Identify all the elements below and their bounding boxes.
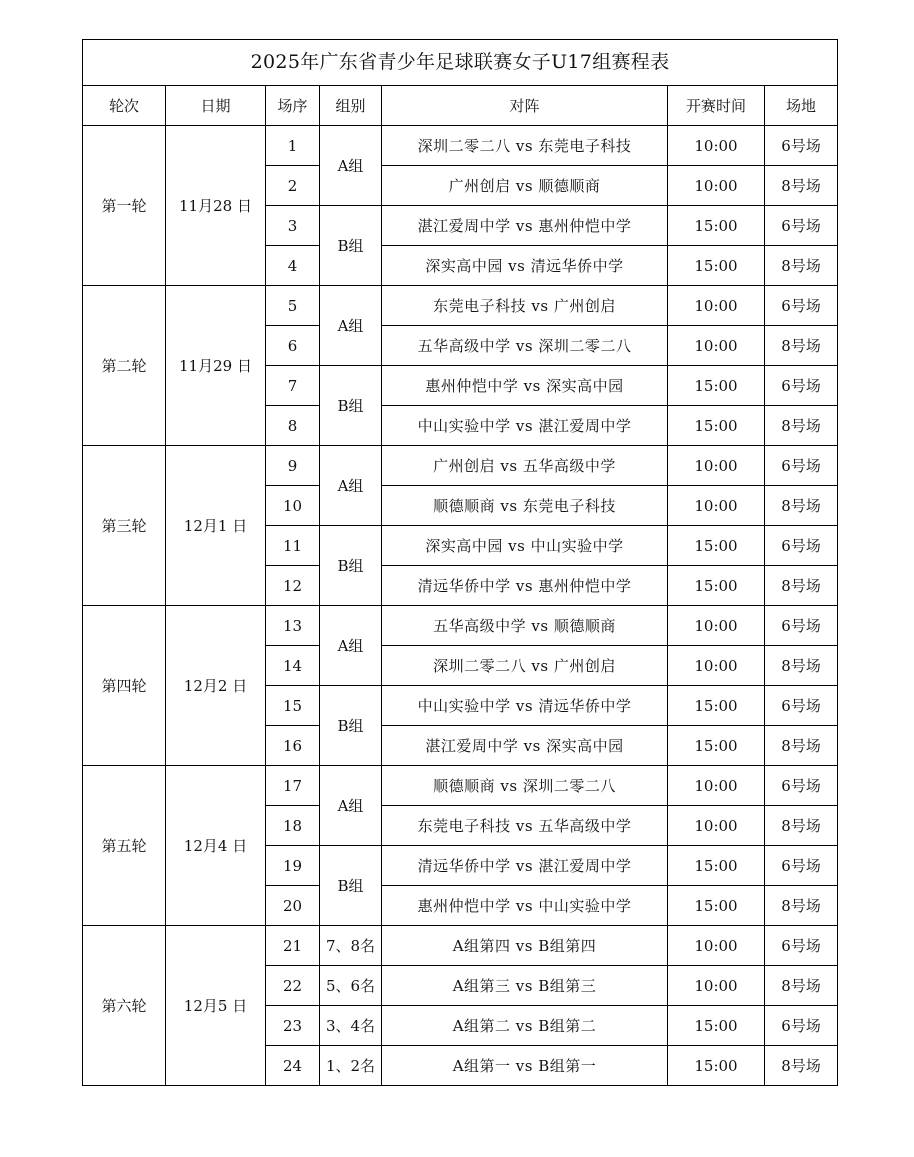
matchup-cell: 顺德顺商 vs 东莞电子科技 (382, 486, 668, 526)
round-cell: 第六轮 (83, 926, 166, 1086)
time-cell: 10:00 (668, 806, 765, 846)
venue-cell: 6号场 (765, 926, 838, 966)
match-no-cell: 7 (266, 366, 320, 406)
venue-cell: 8号场 (765, 966, 838, 1006)
date-cell: 12月4 日 (166, 766, 266, 926)
schedule-title: 2025年广东省青少年足球联赛女子U17组赛程表 (83, 40, 838, 86)
group-cell: A组 (320, 126, 382, 206)
time-cell: 15:00 (668, 1006, 765, 1046)
match-no-cell: 20 (266, 886, 320, 926)
matchup-cell: 东莞电子科技 vs 五华高级中学 (382, 806, 668, 846)
schedule-table (82, 39, 838, 1086)
venue-cell: 6号场 (765, 1006, 838, 1046)
venue-cell: 6号场 (765, 766, 838, 806)
venue-cell: 8号场 (765, 646, 838, 686)
date-cell: 12月1 日 (166, 446, 266, 606)
group-cell: B组 (320, 206, 382, 286)
group-cell: A组 (320, 606, 382, 686)
matchup-cell: 广州创启 vs 顺德顺商 (382, 166, 668, 206)
match-no-cell: 18 (266, 806, 320, 846)
round-cell: 第一轮 (83, 126, 166, 286)
venue-cell: 8号场 (765, 246, 838, 286)
matchup-cell: 深圳二零二八 vs 东莞电子科技 (382, 126, 668, 166)
matchup-cell: 清远华侨中学 vs 惠州仲恺中学 (382, 566, 668, 606)
placement-cell: 5、6名 (320, 966, 382, 1006)
venue-cell: 8号场 (765, 566, 838, 606)
match-no-cell: 11 (266, 526, 320, 566)
venue-cell: 6号场 (765, 206, 838, 246)
venue-cell: 8号场 (765, 406, 838, 446)
match-no-cell: 1 (266, 126, 320, 166)
round-cell: 第五轮 (83, 766, 166, 926)
time-cell: 15:00 (668, 566, 765, 606)
group-cell: A组 (320, 286, 382, 366)
group-cell: A组 (320, 766, 382, 846)
matchup-cell: 清远华侨中学 vs 湛江爱周中学 (382, 846, 668, 886)
matchup-cell: 五华高级中学 vs 深圳二零二八 (382, 326, 668, 366)
venue-cell: 8号场 (765, 486, 838, 526)
match-no-cell: 6 (266, 326, 320, 366)
match-no-cell: 22 (266, 966, 320, 1006)
header-date: 日期 (166, 86, 266, 126)
matchup-cell: 惠州仲恺中学 vs 深实高中园 (382, 366, 668, 406)
matchup-cell: 五华高级中学 vs 顺德顺商 (382, 606, 668, 646)
time-cell: 15:00 (668, 406, 765, 446)
date-cell: 12月5 日 (166, 926, 266, 1086)
group-cell: B组 (320, 526, 382, 606)
venue-cell: 8号场 (765, 886, 838, 926)
venue-cell: 6号场 (765, 286, 838, 326)
date-cell: 12月2 日 (166, 606, 266, 766)
matchup-cell: A组第四 vs B组第四 (382, 926, 668, 966)
time-cell: 10:00 (668, 606, 765, 646)
match-no-cell: 24 (266, 1046, 320, 1086)
date-cell: 11月29 日 (166, 286, 266, 446)
venue-cell: 6号场 (765, 446, 838, 486)
time-cell: 15:00 (668, 686, 765, 726)
header-match-no: 场序 (266, 86, 320, 126)
time-cell: 10:00 (668, 646, 765, 686)
match-no-cell: 3 (266, 206, 320, 246)
group-cell: B组 (320, 686, 382, 766)
matchup-cell: 惠州仲恺中学 vs 中山实验中学 (382, 886, 668, 926)
match-no-cell: 21 (266, 926, 320, 966)
match-no-cell: 16 (266, 726, 320, 766)
round-cell: 第二轮 (83, 286, 166, 446)
time-cell: 15:00 (668, 886, 765, 926)
match-no-cell: 4 (266, 246, 320, 286)
round-cell: 第四轮 (83, 606, 166, 766)
matchup-cell: 深实高中园 vs 清远华侨中学 (382, 246, 668, 286)
match-no-cell: 8 (266, 406, 320, 446)
time-cell: 15:00 (668, 366, 765, 406)
matchup-cell: 湛江爱周中学 vs 惠州仲恺中学 (382, 206, 668, 246)
time-cell: 10:00 (668, 486, 765, 526)
date-cell: 11月28 日 (166, 126, 266, 286)
header-venue: 场地 (765, 86, 838, 126)
match-no-cell: 14 (266, 646, 320, 686)
time-cell: 15:00 (668, 846, 765, 886)
match-no-cell: 13 (266, 606, 320, 646)
placement-cell: 3、4名 (320, 1006, 382, 1046)
venue-cell: 8号场 (765, 726, 838, 766)
time-cell: 10:00 (668, 326, 765, 366)
header-row (83, 86, 838, 126)
match-no-cell: 23 (266, 1006, 320, 1046)
matchup-cell: 广州创启 vs 五华高级中学 (382, 446, 668, 486)
group-cell: A组 (320, 446, 382, 526)
venue-cell: 6号场 (765, 126, 838, 166)
time-cell: 15:00 (668, 1046, 765, 1086)
placement-cell: 7、8名 (320, 926, 382, 966)
time-cell: 10:00 (668, 446, 765, 486)
table-row (83, 286, 838, 326)
header-matchup: 对阵 (382, 86, 668, 126)
table-row (83, 766, 838, 806)
match-no-cell: 15 (266, 686, 320, 726)
table-row (83, 606, 838, 646)
venue-cell: 8号场 (765, 326, 838, 366)
venue-cell: 6号场 (765, 606, 838, 646)
time-cell: 15:00 (668, 246, 765, 286)
header-round: 轮次 (83, 86, 166, 126)
matchup-cell: 东莞电子科技 vs 广州创启 (382, 286, 668, 326)
matchup-cell: A组第二 vs B组第二 (382, 1006, 668, 1046)
time-cell: 10:00 (668, 926, 765, 966)
time-cell: 10:00 (668, 166, 765, 206)
match-no-cell: 19 (266, 846, 320, 886)
matchup-cell: 中山实验中学 vs 清远华侨中学 (382, 686, 668, 726)
time-cell: 15:00 (668, 726, 765, 766)
venue-cell: 6号场 (765, 526, 838, 566)
header-group: 组别 (320, 86, 382, 126)
time-cell: 10:00 (668, 966, 765, 1006)
placement-cell: 1、2名 (320, 1046, 382, 1086)
table-row (83, 126, 838, 166)
table-row (83, 446, 838, 486)
venue-cell: 6号场 (765, 686, 838, 726)
matchup-cell: A组第三 vs B组第三 (382, 966, 668, 1006)
time-cell: 10:00 (668, 286, 765, 326)
match-no-cell: 12 (266, 566, 320, 606)
matchup-cell: 深圳二零二八 vs 广州创启 (382, 646, 668, 686)
match-no-cell: 2 (266, 166, 320, 206)
venue-cell: 6号场 (765, 846, 838, 886)
match-no-cell: 17 (266, 766, 320, 806)
time-cell: 10:00 (668, 126, 765, 166)
time-cell: 15:00 (668, 206, 765, 246)
match-no-cell: 10 (266, 486, 320, 526)
time-cell: 15:00 (668, 526, 765, 566)
group-cell: B组 (320, 366, 382, 446)
table-row (83, 926, 838, 966)
venue-cell: 8号场 (765, 806, 838, 846)
venue-cell: 6号场 (765, 366, 838, 406)
time-cell: 10:00 (668, 766, 765, 806)
matchup-cell: A组第一 vs B组第一 (382, 1046, 668, 1086)
matchup-cell: 深实高中园 vs 中山实验中学 (382, 526, 668, 566)
matchup-cell: 中山实验中学 vs 湛江爱周中学 (382, 406, 668, 446)
round-cell: 第三轮 (83, 446, 166, 606)
matchup-cell: 顺德顺商 vs 深圳二零二八 (382, 766, 668, 806)
matchup-cell: 湛江爱周中学 vs 深实高中园 (382, 726, 668, 766)
header-start-time: 开赛时间 (668, 86, 765, 126)
venue-cell: 8号场 (765, 166, 838, 206)
venue-cell: 8号场 (765, 1046, 838, 1086)
match-no-cell: 5 (266, 286, 320, 326)
group-cell: B组 (320, 846, 382, 926)
match-no-cell: 9 (266, 446, 320, 486)
